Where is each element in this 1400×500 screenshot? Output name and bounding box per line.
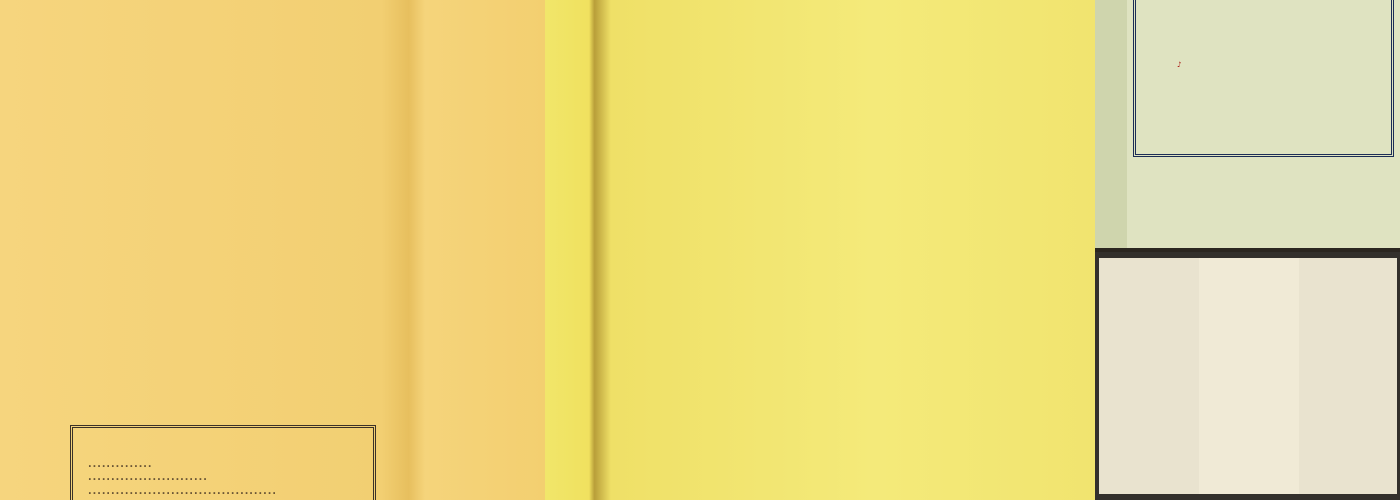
menu-photo-dinner-page [545,0,1095,500]
dinner-inc2 [1177,60,1182,69]
menu-photo-lunch-page [0,0,545,500]
side-order-soup: .............. [88,459,153,470]
mini-page-left [1099,258,1199,494]
menu-photo-overview [1095,252,1400,500]
menu-photo-szechwan-page [1095,0,1400,248]
mini-page-middle [1199,258,1299,494]
szechwan-dinner-box [1133,0,1394,157]
mini-page-right [1299,258,1397,494]
left-page-strip [1095,0,1127,248]
side-order-fried-rice: .......................... [88,472,208,483]
side-order-steamed-rice: ......................................... [88,486,277,497]
side-order-soup-bowl [313,459,325,470]
chili-icon: ♪ [1177,60,1182,69]
side-order-soup-cup [230,459,237,470]
